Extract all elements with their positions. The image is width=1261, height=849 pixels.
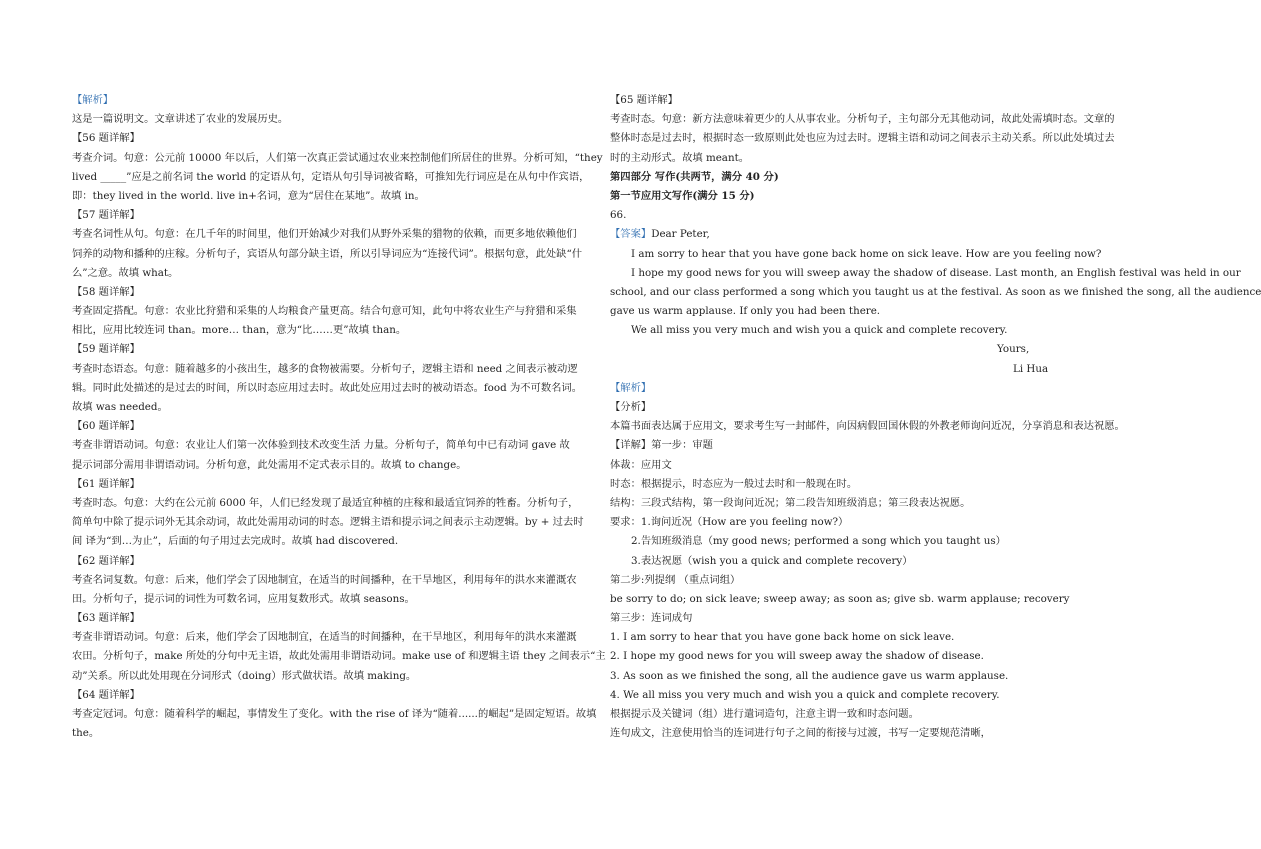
right-column — [610, 91, 1261, 743]
left-column-line: 考查时态。句意：大约在公元前 6000 年，人们已经发现了最适宜种植的庄稼和最适宜饲养的牲畜。分析句子， — [72, 496, 579, 509]
right-column-line: 66. — [610, 209, 627, 222]
right-column-line: 要求：1.询问近况（How are you feeling now?） — [610, 516, 849, 529]
right-column-line: 本篇书面表达属于应用文，要求考生写一封邮件，向因病假回国休假的外教老师询问近况，分享消息和表达祝愿。 — [610, 420, 1125, 433]
left-column-line: 【64 题详解】 — [72, 688, 140, 701]
right-column-line: 第一节应用文写作(满分 15 分) — [610, 189, 755, 202]
left-column-line: 考查名词复数。句意：后来，他们学会了因地制宜，在适当的时间播种，在干旱地区，利用每年的洪水来灌溉农 — [72, 573, 577, 586]
left-column — [72, 91, 606, 743]
left-column-line: 辑。同时此处描述的是过去的时间，所以时态应用过去时。故此处应用过去时的被动语态。food 为不可数名词。 — [72, 381, 583, 394]
right-column-line: 时的主动形式。故填 meant。 — [610, 151, 750, 164]
left-column-line: 【61 题详解】 — [72, 477, 140, 490]
left-column-line: 故填 was needed。 — [72, 401, 168, 413]
right-column-line: 4. We all miss you very much and wish you a quick and complete recovery. — [610, 688, 1000, 701]
right-column-line: school, and our class performed a song which you taught us at the festival. As soon as we finished the song, all the audience — [610, 285, 1261, 298]
left-column-line: 考查固定搭配。句意：农业比狩猎和采集的人均粮食产量更高。结合句意可知，此句中将农业生产与狩猎和采集 — [72, 305, 577, 318]
right-column-line: 连句成文，注意使用恰当的连词进行句子之间的衔接与过渡，书写一定要规范清晰， — [610, 727, 991, 740]
left-column-line: 【62 题详解】 — [72, 554, 140, 567]
right-column-line: 考查时态。句意：新方法意味着更少的人从事农业。分析句子，主句部分无其他动词，故此处需填时态。文章的 — [610, 113, 1115, 126]
right-column-line: 根据提示及关键词（组）进行遣词造句，注意主谓一致和时态问题。 — [610, 708, 919, 720]
left-column-line: 么”之意。故填 what。 — [72, 266, 179, 279]
right-column-line: 时态：根据提示，时态应为一般过去时和一般现在时。 — [610, 477, 858, 490]
right-column-line: 2.告知班级消息（my good news; performed a song which you taught us） — [631, 535, 1006, 548]
left-column-line: 考查名词性从句。句意：在几千年的时间里，他们开始减少对我们从野外采集的猎物的依赖，而更多地依赖他们 — [72, 228, 577, 241]
left-column-line: 【60 题详解】 — [72, 420, 140, 433]
answer-label: 【答案】 — [610, 228, 652, 241]
left-column-line: 考查非谓语动词。句意：后来，他们学会了因地制宜，在适当的时间播种，在干旱地区，利用每年的洪水来灌溉 — [72, 631, 577, 644]
left-column-line: 即：they lived in the world. live in+名词，意为“居住在某地”。故填 in。 — [72, 189, 425, 202]
right-column-line: 第三步：连词成句 — [610, 612, 693, 625]
right-column-line: 【65 题详解】 — [610, 94, 678, 106]
right-column-line: I am sorry to hear that you have gone back home on sick leave. How are you feeling now? — [631, 247, 1102, 260]
left-column-line: 【解析】 — [72, 94, 114, 106]
left-column-line: 这是一篇说明文。文章讲述了农业的发展历史。 — [72, 113, 289, 126]
right-column-line: 结构：三段式结构，第一段询问近况；第二段告知班级消息；第三段表达祝愿。 — [610, 496, 971, 509]
right-column-line: 【解析】 — [610, 381, 652, 394]
left-column-line: 间 译为“到…为止”，后面的句子用过去完成时。故填 had discovered. — [72, 535, 399, 548]
left-column-line: 简单句中除了提示词外无其余动词，故此处需用动词的时态。逻辑主语和提示词之间表示主动逻辑。by + 过去时 — [72, 516, 584, 529]
right-column-line: 整体时态是过去时，根据时态一致原则此处也应为过去时。逻辑主语和动词之间表示主动关系。所以此处填过去 — [610, 132, 1115, 145]
left-column-line: 【58 题详解】 — [72, 285, 140, 298]
left-column-line: 【59 题详解】 — [72, 343, 140, 356]
left-column-line: 动”关系。所以此处用现在分词形式（doing）形式做状语。故填 making。 — [72, 669, 417, 682]
left-column-line: lived _____”应是之前名词 the world 的定语从句，定语从句引导词被省略，可推知先行词应是在从句中作宾语， — [72, 170, 590, 183]
line-text: Dear Peter, — [651, 228, 710, 241]
right-column-line: 1. I am sorry to hear that you have gone back home on sick leave. — [610, 631, 955, 644]
left-column-line: the。 — [72, 727, 100, 740]
right-column-line: 【详解】第一步：审题 — [610, 439, 713, 452]
right-column-line: 2. I hope my good news for you will sweep away the shadow of disease. — [610, 650, 984, 663]
right-column-line: 【分析】 — [610, 401, 652, 413]
left-column-line: 提示词部分需用非谓语动词。分析句意，此处需用不定式表示目的。故填 to change。 — [72, 458, 467, 471]
left-column-line: 考查介词。句意：公元前 10000 年以后，人们第一次真正尝试通过农业来控制他们所居住的世界。分析可知，“they — [72, 151, 603, 164]
left-column-line: 农田。分析句子，make 所处的分句中无主语，故此处需用非谓语动词。make use of 和逻辑主语 they 之间表示“主 — [72, 650, 606, 663]
right-column-line: I hope my good news for you will sweep away the shadow of disease. Last month, an English festival was held in our — [631, 266, 1241, 279]
left-column-line: 饲养的动物和播种的庄稼。分析句子，宾语从句部分缺主语，所以引导词应为“连接代词”。根据句意，此处缺“什 — [72, 247, 583, 260]
right-column-line: We all miss you very much and wish you a quick and complete recovery. — [631, 324, 1008, 337]
right-column-line — [610, 225, 1130, 244]
right-column-line: Li Hua — [1013, 362, 1049, 375]
right-column-line: 3. As soon as we finished the song, all the audience gave us warm applause. — [610, 669, 1009, 682]
left-column-line: 【57 题详解】 — [72, 209, 140, 222]
right-column-line: 体裁：应用文 — [610, 458, 672, 471]
right-column-line: 3.表达祝愿（wish you a quick and complete recovery） — [631, 554, 913, 567]
right-column-line: 第二步:列提纲 （重点词组） — [610, 573, 741, 586]
left-column-line: 【63 题详解】 — [72, 612, 140, 625]
right-column-line: Yours, — [997, 343, 1030, 356]
left-column-line: 考查时态语态。句意：随着越多的小孩出生，越多的食物被需要。分析句子，逻辑主语和 need 之间表示被动逻 — [72, 362, 578, 375]
left-column-line: 考查定冠词。句意：随着科学的崛起，事情发生了变化。with the rise of 译为“随着......的崛起”是固定短语。故填 — [72, 708, 597, 720]
right-column-line: 第四部分 写作(共两节，满分 40 分) — [610, 170, 779, 183]
left-column-line: 【56 题详解】 — [72, 132, 140, 145]
left-column-line: 相比，应用比较连词 than。more… than，意为“比……更”故填 than。 — [72, 324, 407, 337]
right-column-line: be sorry to do; on sick leave; sweep away; as soon as; give sb. warm applause; recovery — [610, 592, 1070, 605]
left-column-line: 考查非谓语动词。句意：农业让人们第一次体验到技术改变生活 力量。分析句子，简单句中已有动词 gave 故 — [72, 439, 570, 452]
left-column-line: 田。分析句子，提示词的词性为可数名词，应用复数形式。故填 seasons。 — [72, 592, 415, 605]
right-column-line: gave us warm applause. If only you had been there. — [610, 305, 881, 318]
